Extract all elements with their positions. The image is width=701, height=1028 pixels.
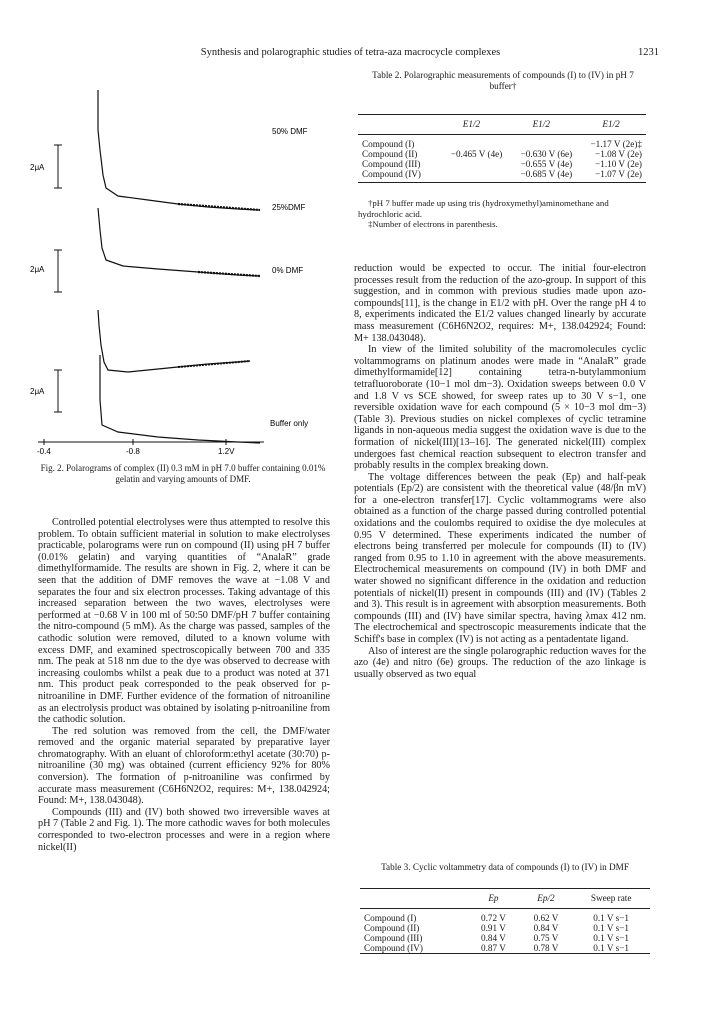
table-cell: 0.78 V bbox=[533, 943, 559, 953]
table3-caption: Table 3. Cyclic voltammetry data of compounds (I) to (IV) in DMF bbox=[381, 862, 629, 872]
table-row bbox=[360, 923, 650, 933]
table-cell: −1.10 V (2e) bbox=[595, 159, 642, 169]
paragraph: In view of the limited solubility of the macromolecules cyclic voltammograms on platinum anodes were made in “AnalaR” grade dimethylformamide[12] containing tetra-n-butylammonium tetrafluoroborate (10−1 mol dm−3). Oxidation sweeps between 0.0 V and 1.8 V vs SCE showed, for sweep rates up to 30 V s−1, one reversible oxidation wave for each compound (5 × 10−3 mol dm−3) (Table 3). Previous studies on nickel complexes of cyclic tetramine ligands in non-aqueous media suggest the oxidation wave is due to the formation of nickel(III)[13–16]. The generated nickel(III) complex undergoes fast chemical reaction subsequent to electron transfer and probably results in the complex breaking down. bbox=[354, 344, 646, 472]
table-header: E1/2 bbox=[462, 119, 481, 129]
paragraph: The red solution was removed from the cell, the DMF/water removed and the organic material separated by preparative layer chromatography. With an eluant of chloroform:ethyl acetate (30:70) p-nitroaniline (30 mg) was obtained (current efficiency 92% for 80% conversion). The formation of p-nitroaniline was confirmed by accurate mass measurement (C6H6N2O2, requires: M+, 138.042924; Found: M+, 138.043048). bbox=[38, 725, 330, 807]
trace-label: 50% DMF bbox=[272, 127, 308, 136]
table-header bbox=[358, 115, 437, 135]
table-row bbox=[360, 933, 650, 943]
table-cell bbox=[437, 169, 507, 183]
table-cell: 0.1 V s−1 bbox=[593, 923, 629, 933]
table-cell bbox=[437, 135, 507, 150]
table3 bbox=[360, 888, 650, 954]
trace-label: 25%DMF bbox=[272, 203, 306, 212]
table-cell: 0.1 V s−1 bbox=[593, 933, 629, 943]
scale-label: 2μA bbox=[30, 265, 45, 274]
figure-caption: Fig. 2. Polarograms of complex (II) 0.3 mM in pH 7.0 buffer containing 0.01% gelatin and varying amounts of DMF. bbox=[40, 463, 326, 484]
table-cell: −1.17 V (2e)‡ bbox=[590, 139, 642, 149]
table-header bbox=[360, 889, 467, 909]
table-row bbox=[358, 159, 646, 169]
scale-label: 2μA bbox=[30, 387, 45, 396]
x-tick-label: 1.2V bbox=[218, 447, 235, 456]
table-cell: 0.1 V s−1 bbox=[593, 913, 629, 923]
trace-noise-50 bbox=[178, 204, 260, 210]
table2-caption: Table 2. Polarographic measurements of compounds (I) to (IV) in pH 7 buffer† bbox=[372, 70, 634, 91]
scale-bar-2 bbox=[54, 250, 62, 292]
table-cell: Compound (II) bbox=[364, 923, 420, 933]
table-footnote: ‡Number of electrons in parenthesis. bbox=[368, 219, 498, 230]
table-cell: Compound (I) bbox=[362, 139, 415, 149]
trace-label: Buffer only bbox=[270, 419, 309, 428]
table-row bbox=[358, 169, 646, 183]
table-cell: −1.07 V (2e) bbox=[595, 169, 642, 179]
trace-label: 0% DMF bbox=[272, 266, 304, 275]
table-row bbox=[358, 135, 646, 150]
table-footnote: †pH 7 buffer made up using tris (hydroxymethyl)aminomethane and hydrochloric acid. bbox=[358, 198, 609, 219]
table-cell: −0.655 V (4e) bbox=[520, 159, 573, 169]
scale-bar-3 bbox=[54, 370, 62, 412]
table-cell bbox=[437, 159, 507, 169]
table-cell: 0.87 V bbox=[481, 943, 506, 953]
paragraph: Controlled potential electrolyses were thus attempted to resolve this problem. To obtain sufficient material in solution to make electrolyses practicable, polarograms were run on compound (II) using pH 7 buffer (0.01% gelatin) and varying quantities of “AnalaR” grade dimethylformamide. The results are shown in Fig. 2, where it can be seen that the addition of DMF removes the wave at −1.08 V and separates the four and six electron processes. Taking advantage of this increased separation between the two waves, electrolyses were performed at −0.68 V in 100 ml of 50:50 DMF/pH 7 buffer containing the nitro-compound (5 mM). As the charge was passed, samples of the cathodic solution were removed, diluted to a known volume with excess DMF, and examined spectroscopically between 700 and 335 nm. The peak at 518 nm due to the dye was observed to decrease with increasing coulombs whilst a peak due to a product was noted at 371 nm. This product peak corresponded to the peak observed for p-nitroaniline in DMF. Further evidence of the formation of nitroaniline as an electrolysis product was obtained by isolating p-nitroaniline from the cathodic solution. bbox=[38, 517, 330, 726]
x-tick-label: -0.4 bbox=[37, 447, 51, 456]
polarogram-figure bbox=[28, 70, 328, 460]
table-cell: 0.62 V bbox=[533, 913, 559, 923]
table-cell: Compound (IV) bbox=[364, 943, 423, 953]
table2-footnotes bbox=[358, 198, 650, 230]
table-cell: 0.1 V s−1 bbox=[593, 943, 629, 953]
page-number: 1231 bbox=[638, 47, 659, 58]
trace-buffer-only bbox=[100, 355, 260, 443]
table-cell: 0.91 V bbox=[481, 923, 506, 933]
table-cell: −0.630 V (6e) bbox=[520, 149, 573, 159]
table-cell: Compound (IV) bbox=[362, 169, 421, 179]
table-header-row bbox=[360, 889, 650, 909]
table-row bbox=[358, 149, 646, 159]
trace-25-dmf bbox=[98, 208, 260, 276]
scale-label: 2μA bbox=[30, 163, 45, 172]
running-title: Synthesis and polarographic studies of tetra-aza macrocycle complexes bbox=[200, 47, 501, 58]
paragraph: Also of interest are the single polarographic reduction waves for the azo (4e) and nitro (6e) groups. The reduction of the azo linkage is usually observed as two equal bbox=[354, 645, 646, 680]
table-header: E1/2 bbox=[532, 119, 550, 129]
table-cell: 0.72 V bbox=[481, 913, 506, 923]
table-cell: Compound (III) bbox=[362, 159, 421, 169]
table-cell: −1.08 V (2e) bbox=[595, 149, 642, 159]
left-column bbox=[38, 517, 330, 853]
table-cell: −0.685 V (4e) bbox=[520, 169, 573, 179]
trace-noise-25 bbox=[198, 272, 260, 276]
scale-bar-1 bbox=[54, 145, 62, 188]
table-header: Ep bbox=[488, 893, 499, 903]
table-cell: −0.465 V (4e) bbox=[450, 149, 503, 159]
table-cell: Compound (II) bbox=[362, 149, 418, 159]
table-header: Ep/2 bbox=[537, 893, 555, 903]
table-row bbox=[360, 943, 650, 954]
table-cell: 0.84 V bbox=[481, 933, 506, 943]
table-cell bbox=[506, 135, 576, 150]
table-row bbox=[360, 909, 650, 924]
table-header: E1/2 bbox=[602, 119, 620, 129]
table-cell: 0.84 V bbox=[533, 923, 559, 933]
x-tick-label: -0.8 bbox=[126, 447, 140, 456]
right-column bbox=[354, 263, 646, 680]
table-cell: 0.75 V bbox=[533, 933, 559, 943]
trace-noise-0 bbox=[178, 361, 250, 367]
paragraph: Compounds (III) and (IV) both showed two irreversible waves at pH 7 (Table 2 and Fig. 1). The more cathodic waves for both molecules corresponded to two-electron processes and were in a region where nickel(II) bbox=[38, 806, 330, 853]
table-cell: Compound (III) bbox=[364, 933, 423, 943]
table-header: Sweep rate bbox=[590, 893, 632, 903]
table-cell: Compound (I) bbox=[364, 913, 417, 923]
paragraph: reduction would be expected to occur. The initial four-electron processes result from the reduction of the azo-group. In support of this suggestion, and in common with previous studies made upon azo-compounds[11], is the change in E1/2 with pH. Over the range pH 4 to 8, experiments indicated the E1/2 values changed linearly by accurate mass measurement (C6H6N2O2, requires: M+, 138.042924; Found: M+ 138.043048). bbox=[354, 263, 646, 344]
table2 bbox=[358, 114, 646, 183]
paragraph: The voltage differences between the peak (Ep) and half-peak potentials (Ep/2) are consistent with the theoretical value (48/βn mV) for a one-electron transfer[17]. Cyclic voltammograms were also obtained as a function of the charge passed during controlled potential oxidations and the coulombs required to oxidise the dye molecules at 0.95 V determined. These experiments indicated the number of electrons being transferred per molecule for compounds (II) to (IV) ranged from 0.95 to 1.10 in agreement with the above measurements. Electrochemical measurements on compound (IV) in both DMF and water showed no significant difference in the oxidation and reduction potentials of nickel(II) present in compounds (III) and (IV) (Tables 2 and 3). This result is in agreement with absorption measurements. Both compounds (III) and (IV) have similar spectra, having λmax 412 nm. The electrochemical and spectroscopic measurements indicate that the Schiff's base in complex (IV) is not acting as a pentadentate ligand. bbox=[354, 471, 646, 645]
table-header-row bbox=[358, 115, 646, 135]
trace-50-dmf bbox=[98, 90, 260, 210]
